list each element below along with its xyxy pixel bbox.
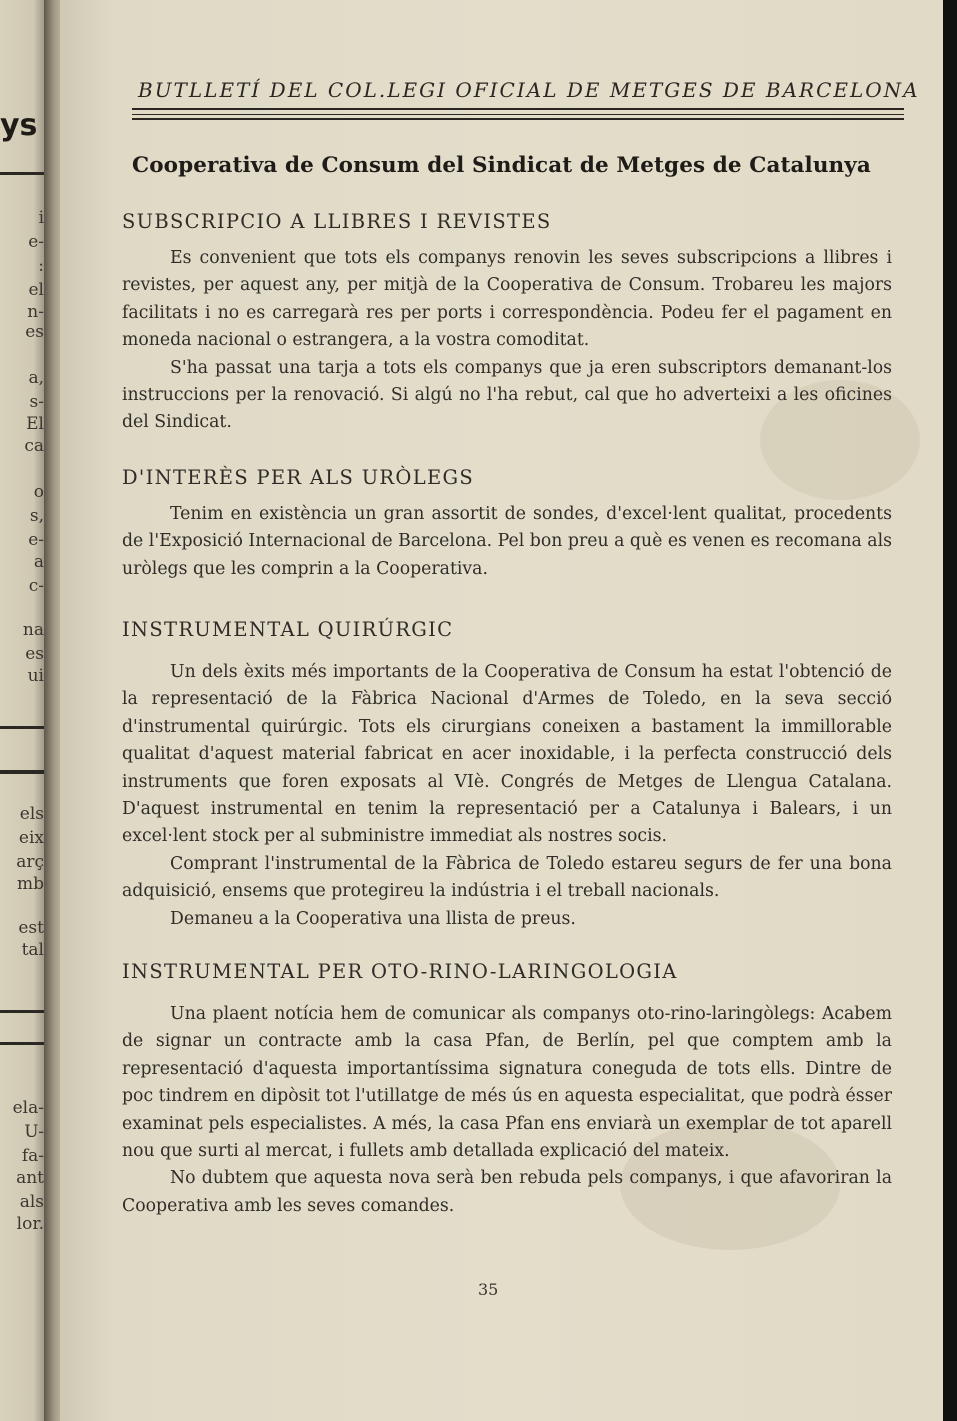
facing-page-edge (0, 0, 48, 1421)
journal-page (60, 0, 945, 1421)
facing-page-text-fragment: e- (28, 232, 44, 252)
facing-page-text-fragment: c- (28, 576, 44, 596)
facing-page-rule (0, 1042, 46, 1045)
running-header: BUTLLETÍ DEL COL.LEGI OFICIAL DE METGES DE BARCELONA (138, 78, 920, 102)
paragraph: Comprant l'instrumental de la Fàbrica de Toledo estareu segurs de fer una bona adquisició, ensems que protegireu la indústria i el treball nacionals. (122, 853, 892, 902)
facing-page-rule (0, 1010, 46, 1013)
facing-page-text-fragment: ca (24, 436, 44, 456)
facing-page-text-fragment: ela- (12, 1098, 44, 1118)
facing-page-text-fragment: lor. (16, 1214, 44, 1234)
paragraph: Un dels èxits més importants de la Cooperativa de Consum ha estat l'obtenció de la representació de la Fàbrica Nacional d'Armes de Toledo, en la seva secció d'instrumental quirúrgic. Tots els cirurgians coneixen a bastament la immillorable qualitat d'aquest material fabricat en acer inoxidable, i la perfecta construcció dels instruments que foren exposats al VIè. Congrés de Metges de Llengua Catalana. D'aquest instrumental en tenim la representació per a Catalunya i Balears, i un excel·lent stock per al subministre immediat als nostres socis. (122, 662, 892, 847)
section-urologists (122, 466, 892, 583)
facing-page-text-fragment: ant (16, 1168, 44, 1188)
facing-page-text-fragment: mb (16, 874, 44, 894)
section-heading: INSTRUMENTAL PER OTO-RINO-LARINGOLOGIA (122, 960, 678, 983)
facing-page-text-fragment: tal (21, 940, 44, 960)
paragraph: Una plaent notícia hem de comunicar als companys oto-rino-laringòlegs: Acabem de signar un contracte amb la casa Pfan, de Berlín, pel que comptem amb la representació d'aquesta importantíssima signatura coneguda de tots ells. Dintre de poc tindrem en dipòsit tot l'utillatge de més ús en aquesta especialitat, que podrà ésser examinat pels especialistes. A més, la casa Pfan ens enviarà un exemplar de tot aparell nou que surti al mercat, i fullets amb detallada explicació del mateix. (122, 1004, 892, 1162)
facing-page-text-fragment: a, (28, 368, 44, 388)
facing-page-rule (0, 726, 46, 729)
facing-page-text-fragment: a (33, 552, 44, 572)
facing-page-text-fragment: El (26, 414, 44, 434)
facing-page-text-fragment: arç (16, 852, 44, 872)
section-surgical-instruments (122, 618, 892, 933)
facing-page-text-fragment: fa- (21, 1146, 44, 1166)
facing-page-text-fragment: als (19, 1192, 44, 1212)
header-rule (132, 118, 904, 120)
facing-page-text-fragment: U- (24, 1122, 44, 1142)
facing-page-text-fragment: el (28, 280, 44, 300)
section-heading: SUBSCRIPCIO A LLIBRES I REVISTES (122, 210, 552, 233)
paragraph: Es convenient que tots els companys renovin les seves subscripcions a llibres i revistes, per aquest any, per mitjà de la Cooperativa de Consum. Trobareu les majors facilitats i no es carregarà res per ports i correspondència. Podeu fer el pagament en moneda nacional o estrangera, a la vostra comoditat. (122, 248, 892, 351)
facing-page-text-fragment: ui (27, 666, 44, 686)
paragraph: No dubtem que aquesta nova serà ben rebuda pels companys, i que afavoriran la Cooperativa amb les seves comandes. (122, 1168, 892, 1216)
section-ent-instruments (122, 960, 892, 1220)
facing-page-heading-fragment: ys (0, 108, 38, 143)
section-subscriptions (122, 210, 892, 437)
paragraph: S'ha passat una tarja a tots els companys que ja eren subscriptors demanant-los instruccions per la renovació. Si algú no l'ha rebut, cal que ho adverteixi a les oficines del Sindicat. (122, 357, 892, 433)
header-rule (132, 114, 904, 115)
header-rule (132, 108, 904, 110)
scan-border (943, 0, 957, 1421)
facing-page-text-fragment: o (33, 482, 44, 502)
section-heading: INSTRUMENTAL QUIRÚRGIC (122, 618, 454, 641)
facing-page-text-fragment: s, (29, 506, 44, 526)
page-number: 35 (478, 1280, 499, 1299)
section-heading: D'INTERÈS PER ALS URÒLEGS (122, 466, 475, 489)
facing-page-rule (0, 172, 46, 175)
facing-page-text-fragment: e- (28, 530, 44, 550)
facing-page-text-fragment: es (25, 322, 44, 342)
facing-page-text-fragment: els (19, 804, 44, 824)
facing-page-text-fragment: n- (27, 302, 44, 322)
paragraph: Demaneu a la Cooperativa una llista de preus. (170, 908, 576, 929)
paragraph: Tenim en existència un gran assortit de sondes, d'excel·lent qualitat, procedents de l'Exposició Internacional de Barcelona. Pel bon preu a què es venen es recomana als uròlegs que les comprin a la Cooperativa. (122, 504, 892, 579)
facing-page-rule (0, 770, 46, 774)
facing-page-text-fragment: na (22, 620, 44, 640)
facing-page-text-fragment: eix (18, 828, 44, 848)
facing-page-text-fragment: est (18, 918, 44, 938)
facing-page-text-fragment: i (38, 208, 44, 228)
facing-page-text-fragment: : (38, 256, 44, 276)
facing-page-text-fragment: s- (29, 392, 44, 412)
article-title: Cooperativa de Consum del Sindicat de Metges de Catalunya (132, 153, 871, 178)
facing-page-text-fragment: es (25, 644, 44, 664)
